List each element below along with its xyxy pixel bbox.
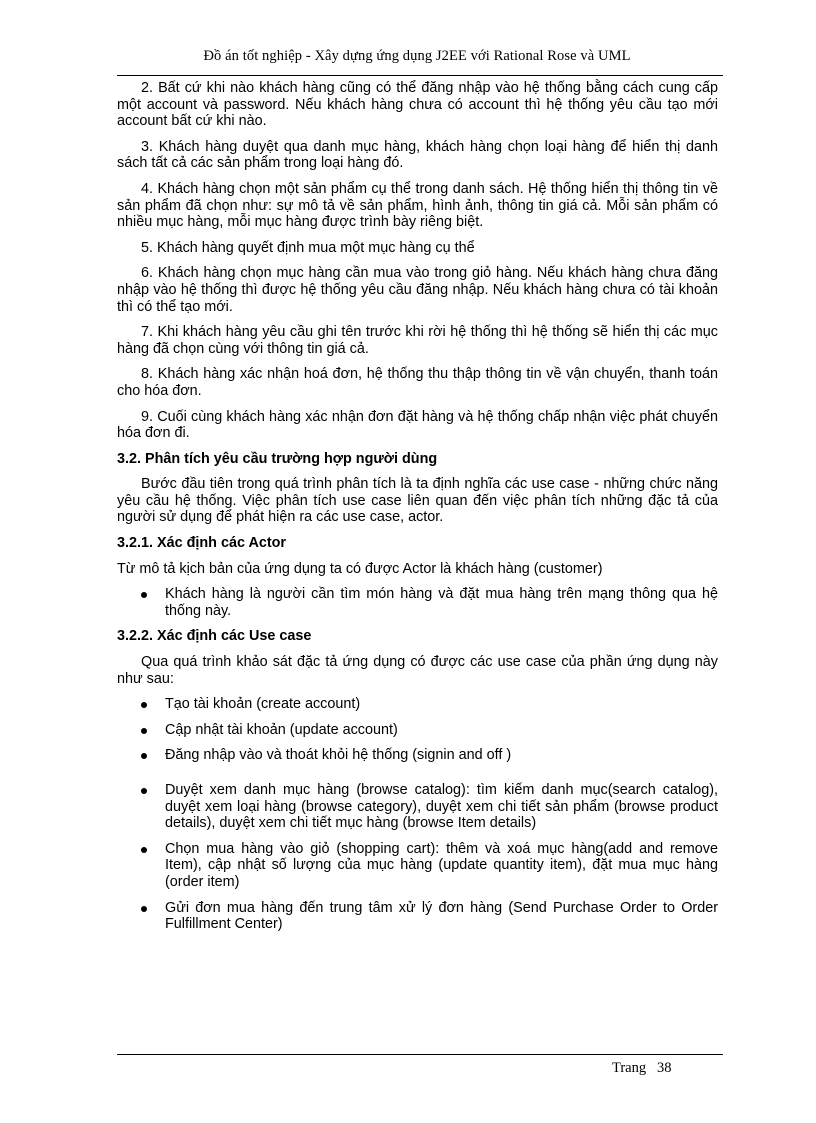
list-item xyxy=(117,782,718,832)
page-label: Trang xyxy=(612,1060,647,1076)
bullet-icon xyxy=(141,847,147,853)
section-heading-3-2: 3.2. Phân tích yêu cầu trường hợp người dùng xyxy=(117,450,438,467)
section-3-2-1-body: Từ mô tả kịch bản của ứng dụng ta có được Actor là khách hàng (customer) xyxy=(117,560,603,577)
bullet-icon xyxy=(141,592,147,598)
list-item xyxy=(117,696,718,713)
bullet-icon xyxy=(141,753,147,759)
bullet-icon xyxy=(141,702,147,708)
header-divider xyxy=(117,75,723,76)
bullet-icon xyxy=(141,906,147,912)
list-item xyxy=(117,586,718,619)
list-spacer xyxy=(117,773,718,782)
list-item xyxy=(117,900,718,933)
footer-divider xyxy=(117,1054,723,1055)
page-footer xyxy=(612,1060,672,1077)
page-header: Đồ án tốt nghiệp - Xây dựng ứng dụng J2EE với Rational Rose và UML xyxy=(203,48,631,64)
paragraph-step-3: 3. Khách hàng duyệt qua danh mục hàng, khách hàng chọn loại hàng để hiển thị danh sách tất cả các sản phẩm trong loại hàng đó. xyxy=(117,138,718,172)
paragraph-step-7: 7. Khi khách hàng yêu cầu ghi tên trước khi rời hệ thống thì hệ thống sẽ hiển thị các mục hàng đã chọn cùng với thông tin giá cả. xyxy=(117,324,718,357)
paragraph-step-8: 8. Khách hàng xác nhận hoá đơn, hệ thống thu thập thông tin về vận chuyển, thanh toán cho hóa đơn. xyxy=(117,366,718,399)
bullet-icon xyxy=(141,728,147,734)
paragraph-step-6: 6. Khách hàng chọn mục hàng cần mua vào trong giỏ hàng. Nếu khách hàng chưa đăng nhập vào hệ thống thì được hệ thống yêu cầu đăng nhập. Nếu khách hàng chưa có tài khoản thì có thể tạo mới. xyxy=(117,265,718,315)
list-item-text: Duyệt xem danh mục hàng (browse catalog): tìm kiếm danh mục(search catalog), duyệt xem loại hàng (browse category), duyệt xem chi tiết sản phẩm (browse product details), duyệt xem chi tiết mục hàng (browse Item details) xyxy=(165,782,718,832)
list-item xyxy=(117,722,718,739)
actor-bullet-list xyxy=(117,586,718,619)
paragraph-step-9: 9. Cuối cùng khách hàng xác nhận đơn đặt hàng và hệ thống chấp nhận việc phát chuyển hóa đơn đi. xyxy=(117,408,718,442)
paragraph-step-4: 4. Khách hàng chọn một sản phẩm cụ thể trong danh sách. Hệ thống hiển thị thông tin về sản phẩm đã chọn như: sự mô tả về sản phẩm, hình ảnh, thông tin giá cả. Mỗi sản phẩm có nhiều mục hàng, mỗi mục hàng được trình bày riêng biệt. xyxy=(117,180,718,231)
list-item-text: Chọn mua hàng vào giỏ (shopping cart): thêm và xoá mục hàng(add and remove Item), cập nhật số lượng của mục hàng (update quantity item), đặt mua mục hàng (order item) xyxy=(165,840,718,890)
list-item xyxy=(117,841,718,891)
list-item-text: Khách hàng là người cần tìm món hàng và đặt mua hàng trên mạng thông qua hệ thống này. xyxy=(165,586,718,619)
list-item-text: Cập nhật tài khoản (update account) xyxy=(165,721,398,738)
paragraph-step-5: 5. Khách hàng quyết định mua một mục hàng cụ thể xyxy=(141,239,475,256)
use-case-bullet-list-b xyxy=(117,782,718,933)
bullet-icon xyxy=(141,788,147,794)
list-item-text: Gửi đơn mua hàng đến trung tâm xử lý đơn hàng (Send Purchase Order to Order Fulfillment Center) xyxy=(165,899,718,933)
list-item-text: Tạo tài khoản (create account) xyxy=(165,696,361,713)
section-heading-3-2-1: 3.2.1. Xác định các Actor xyxy=(117,535,287,552)
list-item xyxy=(117,747,718,764)
section-3-2-2-body: Qua quá trình khảo sát đặc tả ứng dụng có được các use case của phần ứng dụng này như sau: xyxy=(117,654,718,687)
list-item-text: Đăng nhập vào và thoát khỏi hệ thống (signin and off ) xyxy=(165,747,512,764)
page-number: 38 xyxy=(657,1060,672,1076)
page-content xyxy=(117,80,718,942)
use-case-bullet-list-a xyxy=(117,696,718,764)
paragraph-step-2: 2. Bất cứ khi nào khách hàng cũng có thể đăng nhập vào hệ thống bằng cách cung cấp một account và password. Nếu khách hàng chưa có account thì hệ thống yêu cầu tạo mới account bất cứ khi nào. xyxy=(117,80,718,130)
section-heading-3-2-2: 3.2.2. Xác định các Use case xyxy=(117,628,312,645)
section-3-2-body: Bước đầu tiên trong quá trình phân tích là ta định nghĩa các use case - những chức năng yêu cầu hệ thống. Việc phân tích use case liên quan đến việc phân tích những đặc tả của người sử dụng để phát hiện ra các use case, actor. xyxy=(117,476,718,526)
